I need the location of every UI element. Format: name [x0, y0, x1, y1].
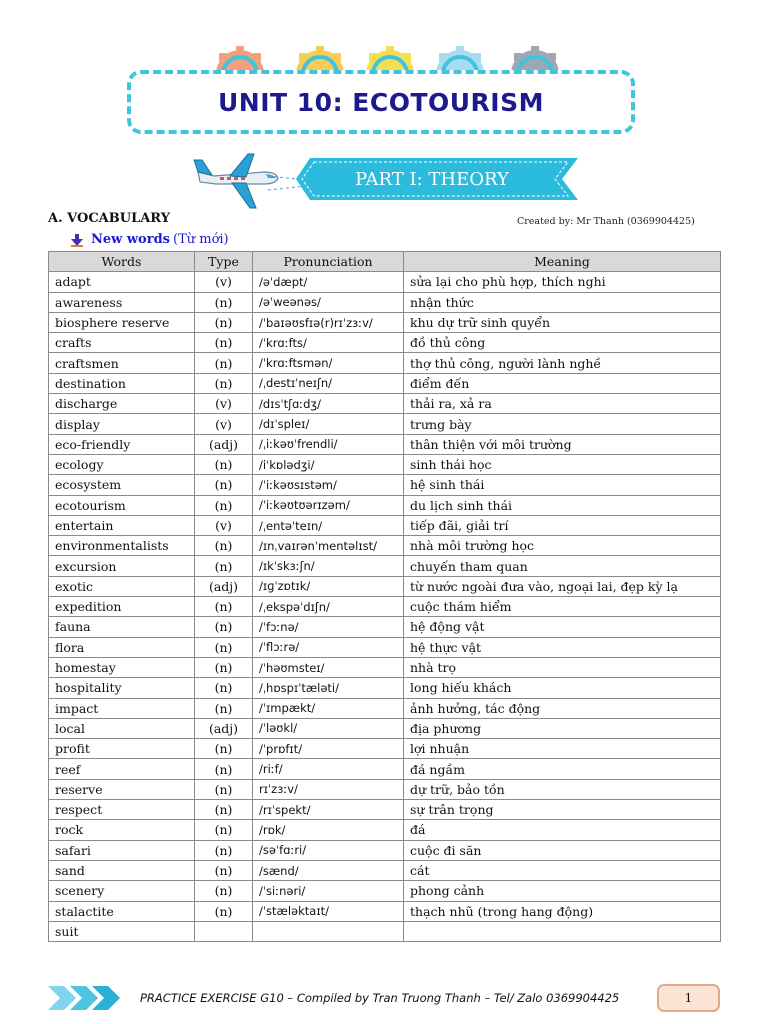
- cell-pronunciation: /ɪɡˈzɒtɪk/: [253, 576, 404, 596]
- cell-pronunciation: /əˈdæpt/: [253, 272, 404, 292]
- cell-meaning: hệ động vật: [404, 617, 721, 637]
- table-header-row: [49, 252, 721, 272]
- cell-meaning: cát: [404, 860, 721, 880]
- new-words-label: New words: [91, 232, 170, 247]
- created-by: Created by: Mr Thanh (0369904425): [517, 216, 695, 227]
- cell-word: display: [49, 414, 195, 434]
- cell-type: (n): [195, 759, 253, 779]
- cell-pronunciation: /ˈləʊkl/: [253, 718, 404, 738]
- column-header-pronunciation: Pronunciation: [253, 252, 404, 272]
- cell-word: crafts: [49, 333, 195, 353]
- table-row: [49, 881, 721, 901]
- cell-type: (adj): [195, 576, 253, 596]
- table-row: [49, 515, 721, 535]
- cell-word: safari: [49, 840, 195, 860]
- table-row: [49, 678, 721, 698]
- cell-type: (n): [195, 840, 253, 860]
- cell-pronunciation: /ˌhɒspɪˈtæləti/: [253, 678, 404, 698]
- cell-type: (n): [195, 556, 253, 576]
- cell-meaning: chuyến tham quan: [404, 556, 721, 576]
- page-title: UNIT 10: ECOTOURISM: [218, 87, 544, 117]
- cell-pronunciation: /ˈkrɑːfts/: [253, 333, 404, 353]
- table-row: [49, 414, 721, 434]
- table-row: [49, 556, 721, 576]
- footer-text: PRACTICE EXERCISE G10 – Compiled by Tran Truong Thanh – Tel/ Zalo 0369904425: [140, 991, 620, 1005]
- cell-meaning: khu dự trữ sinh quyển: [404, 312, 721, 332]
- cell-meaning: từ nước ngoài đưa vào, ngoại lai, đẹp kỳ lạ: [404, 576, 721, 596]
- cell-type: (n): [195, 333, 253, 353]
- cell-pronunciation: /rɪˈspekt/: [253, 800, 404, 820]
- cell-word: flora: [49, 637, 195, 657]
- title-box: [127, 70, 635, 134]
- cell-word: profit: [49, 739, 195, 759]
- cell-word: adapt: [49, 272, 195, 292]
- cell-word: ecology: [49, 454, 195, 474]
- table-row: [49, 434, 721, 454]
- cell-type: [195, 921, 253, 941]
- cell-word: homestay: [49, 657, 195, 677]
- cell-word: destination: [49, 373, 195, 393]
- cell-meaning: hệ sinh thái: [404, 475, 721, 495]
- cell-pronunciation: /ˈbaɪəʊsfɪə(r)rɪˈzɜːv/: [253, 312, 404, 332]
- cell-type: (n): [195, 495, 253, 515]
- table-row: [49, 495, 721, 515]
- cell-pronunciation: /ˈiːkəʊsɪstəm/: [253, 475, 404, 495]
- cell-type: (n): [195, 373, 253, 393]
- cell-word: impact: [49, 698, 195, 718]
- arrow-bullet-icon: [70, 233, 84, 247]
- cell-type: (n): [195, 597, 253, 617]
- cell-type: (n): [195, 312, 253, 332]
- cell-meaning: thạch nhũ (trong hang động): [404, 901, 721, 921]
- cell-word: sand: [49, 860, 195, 880]
- table-row: [49, 779, 721, 799]
- cell-type: (n): [195, 800, 253, 820]
- cell-word: discharge: [49, 394, 195, 414]
- cell-pronunciation: [253, 921, 404, 941]
- cell-meaning: hệ thực vật: [404, 637, 721, 657]
- cell-pronunciation: rɪˈzɜːv/: [253, 779, 404, 799]
- cell-meaning: nhận thức: [404, 292, 721, 312]
- cell-meaning: phong cảnh: [404, 881, 721, 901]
- cell-word: reserve: [49, 779, 195, 799]
- cell-type: (v): [195, 515, 253, 535]
- cell-pronunciation: /ˈɪmpækt/: [253, 698, 404, 718]
- cell-pronunciation: /riːf/: [253, 759, 404, 779]
- cell-pronunciation: /iˈkɒlədʒi/: [253, 454, 404, 474]
- table-row: [49, 657, 721, 677]
- cell-word: stalactite: [49, 901, 195, 921]
- table-row: [49, 739, 721, 759]
- table-row: [49, 353, 721, 373]
- cell-word: craftsmen: [49, 353, 195, 373]
- chevron-arrows-icon: [48, 984, 128, 1012]
- table-row: [49, 617, 721, 637]
- cell-pronunciation: /ˈsiːnəri/: [253, 881, 404, 901]
- cell-type: (n): [195, 657, 253, 677]
- cell-meaning: sửa lại cho phù hợp, thích nghi: [404, 272, 721, 292]
- cell-word: ecotourism: [49, 495, 195, 515]
- table-row: [49, 820, 721, 840]
- cell-meaning: cuộc thám hiểm: [404, 597, 721, 617]
- cell-meaning: địa phương: [404, 718, 721, 738]
- cell-meaning: đá: [404, 820, 721, 840]
- table-row: [49, 475, 721, 495]
- table-row: [49, 576, 721, 596]
- column-header-words: Words: [49, 252, 195, 272]
- cell-type: (n): [195, 739, 253, 759]
- table-body: [49, 272, 721, 942]
- cell-pronunciation: /ˈiːkəʊtʊərɪzəm/: [253, 495, 404, 515]
- cell-word: exotic: [49, 576, 195, 596]
- cell-pronunciation: /ˈstæləktaɪt/: [253, 901, 404, 921]
- cell-type: (n): [195, 617, 253, 637]
- table-row: [49, 292, 721, 312]
- table-row: [49, 901, 721, 921]
- cell-meaning: nhà trọ: [404, 657, 721, 677]
- cell-pronunciation: /ˌdestɪˈneɪʃn/: [253, 373, 404, 393]
- column-header-meaning: Meaning: [404, 252, 721, 272]
- cell-pronunciation: /ˌentəˈteɪn/: [253, 515, 404, 535]
- table-row: [49, 333, 721, 353]
- cell-type: (n): [195, 698, 253, 718]
- cell-type: (n): [195, 475, 253, 495]
- cell-type: (n): [195, 637, 253, 657]
- cell-word: ecosystem: [49, 475, 195, 495]
- cell-pronunciation: /ˈkrɑːftsmən/: [253, 353, 404, 373]
- cell-type: (n): [195, 353, 253, 373]
- cell-type: (n): [195, 779, 253, 799]
- cell-word: local: [49, 718, 195, 738]
- section-heading: A. VOCABULARY: [48, 211, 170, 226]
- cell-pronunciation: /dɪsˈtʃɑːdʒ/: [253, 394, 404, 414]
- cell-type: (n): [195, 820, 253, 840]
- table-row: [49, 272, 721, 292]
- table-row: [49, 394, 721, 414]
- table-row: [49, 373, 721, 393]
- cell-type: (n): [195, 292, 253, 312]
- cell-type: (adj): [195, 434, 253, 454]
- table-row: [49, 840, 721, 860]
- cell-pronunciation: /ˈflɔːrə/: [253, 637, 404, 657]
- cell-pronunciation: /ˌekspəˈdɪʃn/: [253, 597, 404, 617]
- cell-meaning: trưng bày: [404, 414, 721, 434]
- cell-meaning: cuộc đi săn: [404, 840, 721, 860]
- cell-type: (n): [195, 454, 253, 474]
- cell-word: excursion: [49, 556, 195, 576]
- cell-word: suit: [49, 921, 195, 941]
- cell-pronunciation: /əˈweənəs/: [253, 292, 404, 312]
- vocabulary-table: [48, 251, 721, 942]
- cell-pronunciation: /rɒk/: [253, 820, 404, 840]
- table-row: [49, 536, 721, 556]
- cell-pronunciation: /səˈfɑːri/: [253, 840, 404, 860]
- cell-word: reef: [49, 759, 195, 779]
- cell-pronunciation: /ˈhəʊmsteɪ/: [253, 657, 404, 677]
- cell-meaning: thân thiện với môi trường: [404, 434, 721, 454]
- cell-meaning: tiếp đãi, giải trí: [404, 515, 721, 535]
- cell-meaning: ảnh hưởng, tác động: [404, 698, 721, 718]
- cell-meaning: sự trân trọng: [404, 800, 721, 820]
- cell-word: rock: [49, 820, 195, 840]
- table-row: [49, 759, 721, 779]
- table-row: [49, 800, 721, 820]
- table-row: [49, 597, 721, 617]
- cell-meaning: du lịch sinh thái: [404, 495, 721, 515]
- cell-word: environmentalists: [49, 536, 195, 556]
- cell-pronunciation: /dɪˈspleɪ/: [253, 414, 404, 434]
- cell-meaning: điểm đến: [404, 373, 721, 393]
- cell-type: (v): [195, 272, 253, 292]
- table-row: [49, 637, 721, 657]
- column-header-type: Type: [195, 252, 253, 272]
- cell-type: (n): [195, 678, 253, 698]
- table-row: [49, 454, 721, 474]
- cell-meaning: [404, 921, 721, 941]
- cell-word: biosphere reserve: [49, 312, 195, 332]
- cell-word: eco-friendly: [49, 434, 195, 454]
- cell-meaning: nhà môi trường học: [404, 536, 721, 556]
- table-row: [49, 312, 721, 332]
- cell-meaning: dự trữ, bảo tồn: [404, 779, 721, 799]
- cell-meaning: thải ra, xả ra: [404, 394, 721, 414]
- cell-word: fauna: [49, 617, 195, 637]
- cell-word: scenery: [49, 881, 195, 901]
- cell-word: expedition: [49, 597, 195, 617]
- cell-type: (v): [195, 394, 253, 414]
- cell-word: respect: [49, 800, 195, 820]
- page-number: 1: [657, 984, 720, 1012]
- cell-meaning: lợi nhuận: [404, 739, 721, 759]
- part-title: PART I: THEORY: [355, 168, 509, 190]
- cell-type: (n): [195, 881, 253, 901]
- cell-meaning: đồ thủ công: [404, 333, 721, 353]
- cell-pronunciation: /ˈfɔːnə/: [253, 617, 404, 637]
- cell-word: awareness: [49, 292, 195, 312]
- table-row: [49, 921, 721, 941]
- new-words-heading: [70, 232, 229, 247]
- cell-type: (n): [195, 901, 253, 921]
- cell-type: (n): [195, 860, 253, 880]
- table-row: [49, 718, 721, 738]
- cell-pronunciation: /ɪnˌvaɪrənˈmentəlɪst/: [253, 536, 404, 556]
- cell-meaning: sinh thái học: [404, 454, 721, 474]
- cell-meaning: long hiếu khách: [404, 678, 721, 698]
- cell-type: (v): [195, 414, 253, 434]
- cell-meaning: thợ thủ công, người lành nghề: [404, 353, 721, 373]
- cell-pronunciation: /ˌiːkəʊˈfrendli/: [253, 434, 404, 454]
- cell-pronunciation: /sænd/: [253, 860, 404, 880]
- cell-pronunciation: /ˈprɒfɪt/: [253, 739, 404, 759]
- table-row: [49, 698, 721, 718]
- cell-meaning: đá ngầm: [404, 759, 721, 779]
- new-words-translation: (Từ mới): [173, 232, 229, 247]
- cell-pronunciation: /ɪkˈskɜːʃn/: [253, 556, 404, 576]
- cell-word: entertain: [49, 515, 195, 535]
- cell-type: (adj): [195, 718, 253, 738]
- cell-type: (n): [195, 536, 253, 556]
- table-row: [49, 860, 721, 880]
- cell-word: hospitality: [49, 678, 195, 698]
